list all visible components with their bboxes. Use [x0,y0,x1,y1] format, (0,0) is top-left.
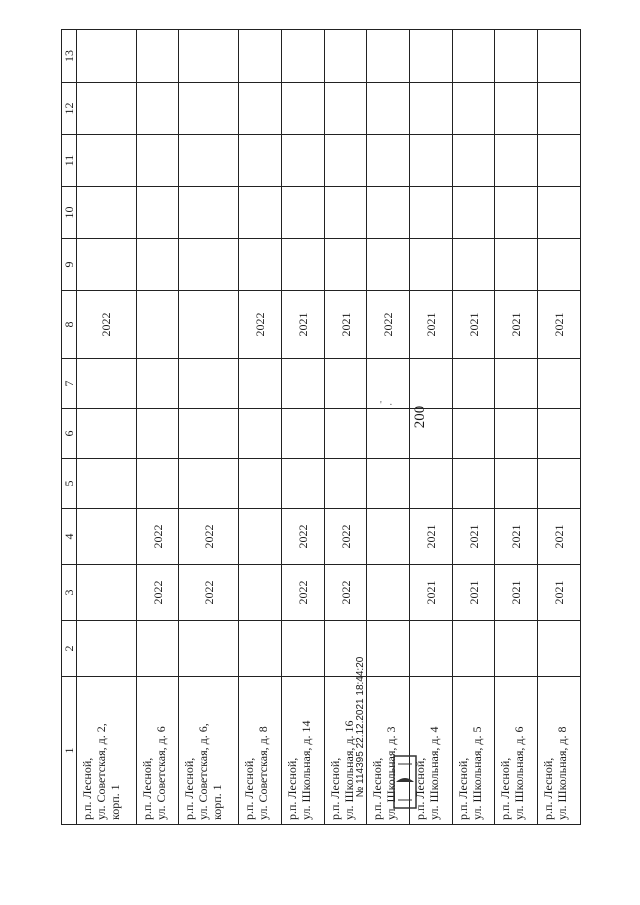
table-cell: 2021 [410,565,453,621]
table-cell: 2021 [452,509,495,565]
table-container [61,30,581,825]
table-cell [324,359,367,409]
table-cell [367,239,410,291]
table-cell [281,83,324,135]
table-cell [281,359,324,409]
table-cell [136,621,179,677]
table-cell [452,459,495,509]
address-cell: р.п. Лесной, ул. Школьная, д. 8 [538,677,581,825]
table-cell [324,83,367,135]
table-cell [452,359,495,409]
table-cell [136,135,179,187]
column-header: 13 [62,30,77,83]
column-header: 12 [62,83,77,135]
table-cell [281,187,324,239]
column-header: 9 [62,239,77,291]
table-cell [136,30,179,83]
table-cell: 2021 [538,565,581,621]
table-cell: 2022 [367,291,410,359]
table-row [77,30,137,825]
address-cell: р.п. Лесной, ул. Советская, д. 6 [136,677,179,825]
table-cell [367,509,410,565]
table-cell [495,359,538,409]
column-header: 6 [62,409,77,459]
table-cell [77,359,137,409]
table-cell [367,359,410,409]
table-cell [367,459,410,509]
table-cell: 2022 [324,509,367,565]
table-row [495,30,538,825]
column-header: 5 [62,459,77,509]
table-cell [136,459,179,509]
table-row [179,30,239,825]
table-cell [367,187,410,239]
table-cell [281,621,324,677]
address-cell: р.п. Лесной, ул. Школьная, д. 14 [281,677,324,825]
table-cell [538,621,581,677]
table-cell [495,409,538,459]
address-cell: р.п. Лесной, ул. Школьная, д. 5 [452,677,495,825]
table-cell [179,291,239,359]
table-cell [538,135,581,187]
table-row [538,30,581,825]
table-cell: 2021 [281,291,324,359]
table-cell [77,30,137,83]
table-cell [538,30,581,83]
table-cell [77,239,137,291]
table-cell: 2022 [239,291,282,359]
table-cell [179,83,239,135]
table-cell [136,359,179,409]
table-cell [239,239,282,291]
table-cell [179,621,239,677]
table-cell [367,565,410,621]
table-cell [136,187,179,239]
table-row [367,30,410,825]
table-cell: 2021 [324,291,367,359]
table-cell [239,509,282,565]
table-cell [179,359,239,409]
table-cell: 2022 [179,565,239,621]
table-cell [324,409,367,459]
table-cell [367,83,410,135]
table-cell: 2022 [324,565,367,621]
table-cell [367,621,410,677]
table-cell [136,239,179,291]
table-cell [538,459,581,509]
table-cell [179,30,239,83]
column-header: 7 [62,359,77,409]
table-cell [239,83,282,135]
column-header: 4 [62,509,77,565]
table-cell [367,30,410,83]
table-cell [324,239,367,291]
table-cell [179,459,239,509]
table-cell [495,239,538,291]
table-cell [410,621,453,677]
address-cell: р.п. Лесной, ул. Школьная, д. 6 [495,677,538,825]
table-cell: 2021 [452,565,495,621]
table-cell [324,30,367,83]
address-cell: р.п. Лесной, ул. Школьная, д. 16 [324,677,367,825]
table-cell: 2021 [452,291,495,359]
table-row [410,30,453,825]
column-header: 11 [62,135,77,187]
address-cell: р.п. Лесной, ул. Советская, д. 8 [239,677,282,825]
address-cell: р.п. Лесной, ул. Советская, д. 2, корп. 1 [77,677,137,825]
table-cell [495,621,538,677]
table-cell: 2022 [281,565,324,621]
table-cell [179,135,239,187]
table-cell [77,459,137,509]
table-cell [495,187,538,239]
table-cell [495,135,538,187]
column-header: 3 [62,565,77,621]
table-cell [179,409,239,459]
rotated-table [61,30,581,825]
table-cell [239,187,282,239]
table-row [239,30,282,825]
table-cell [239,30,282,83]
table-cell [452,621,495,677]
column-header: 1 [62,677,77,825]
table-row [452,30,495,825]
table-cell [324,135,367,187]
column-header: 2 [62,621,77,677]
table-cell [538,187,581,239]
table-cell [77,135,137,187]
table-cell [452,239,495,291]
table-cell [77,621,137,677]
table-cell [136,83,179,135]
table-cell [367,409,410,459]
table-cell [495,30,538,83]
header-row [62,30,77,825]
table-cell: 2022 [179,509,239,565]
table-cell [179,187,239,239]
table-cell: 2022 [77,291,137,359]
table-cell [179,239,239,291]
column-header: 8 [62,291,77,359]
table-cell: 2021 [410,509,453,565]
table-cell [410,83,453,135]
seal-icon [390,752,420,812]
table-cell [239,621,282,677]
address-cell: р.п. Лесной, ул. Школьная, д. 4 [410,677,453,825]
table-cell [452,83,495,135]
table-cell [452,30,495,83]
table-cell [239,565,282,621]
table-cell [410,459,453,509]
document-id: № 114395 22.12.2021 18:44:20 [355,656,366,798]
table-cell: 2022 [136,509,179,565]
table-cell [410,30,453,83]
table-cell [281,459,324,509]
table-cell [324,187,367,239]
table-cell: 2021 [410,291,453,359]
table-cell [239,135,282,187]
table-cell [495,83,538,135]
table-cell [410,409,453,459]
address-cell: р.п. Лесной, ул. Советская, д. 6, корп. 1 [179,677,239,825]
table-cell [410,187,453,239]
table-cell [495,459,538,509]
table-cell [239,459,282,509]
table-cell [538,409,581,459]
table-cell [136,291,179,359]
table-cell [538,359,581,409]
table-cell [410,135,453,187]
table-cell [77,187,137,239]
scan-marks: ' · [380,400,393,411]
table-cell: 2022 [136,565,179,621]
table-cell [239,409,282,459]
table-cell [324,459,367,509]
table-cell: 2021 [538,509,581,565]
table-cell [281,30,324,83]
table-cell: 2021 [495,509,538,565]
table-cell [410,359,453,409]
table-cell [538,239,581,291]
table-cell [281,135,324,187]
table-cell [77,83,137,135]
table-cell [239,359,282,409]
data-table [61,29,581,825]
table-cell [538,83,581,135]
column-header: 10 [62,187,77,239]
page-number: 200 [412,405,428,429]
table-cell [410,239,453,291]
table-cell [77,565,137,621]
table-cell [452,409,495,459]
table-cell [367,135,410,187]
table-cell [281,409,324,459]
table-cell [77,509,137,565]
table-cell [452,187,495,239]
table-cell [281,239,324,291]
address-cell: р.п. Лесной, ул. Школьная, д. 3 [367,677,410,825]
table-row [281,30,324,825]
table-cell: 2021 [495,565,538,621]
table-cell [452,135,495,187]
table-row [136,30,179,825]
table-cell [136,409,179,459]
table-cell: 2021 [538,291,581,359]
table-cell: 2022 [281,509,324,565]
table-cell [77,409,137,459]
table-cell: 2021 [495,291,538,359]
